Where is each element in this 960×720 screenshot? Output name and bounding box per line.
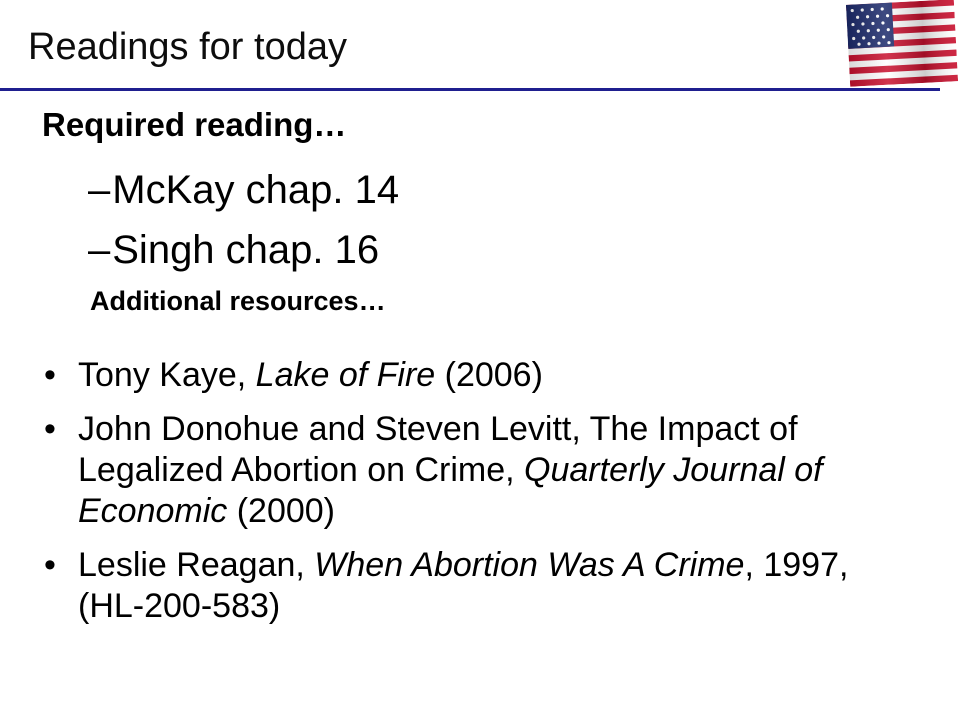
resource-title: When Abortion Was A Crime: [314, 546, 745, 584]
resource-details: , 1997, (HL-200-583): [78, 546, 849, 625]
slide-title: Readings for today: [28, 26, 347, 68]
dash-bullet: –: [88, 168, 111, 212]
resource-item: [40, 409, 920, 532]
us-flag-icon: [846, 0, 958, 87]
resource-author: John Donohue and Steven Levitt, The Impact of Legalized Abortion on Crime,: [78, 410, 798, 489]
dash-bullet: –: [88, 228, 111, 272]
resource-item: [40, 355, 920, 396]
required-item-text: McKay chap. 14: [112, 168, 400, 212]
resource-title: Quarterly Journal of Economic: [78, 451, 823, 530]
resource-list: [40, 355, 920, 640]
resource-details: (2000): [227, 492, 336, 530]
bullet-icon: •: [44, 410, 56, 448]
required-item-text: Singh chap. 16: [112, 228, 380, 272]
resource-author: Leslie Reagan,: [78, 546, 315, 584]
resource-details: (2006): [435, 356, 543, 394]
bullet-icon: •: [44, 546, 56, 584]
resource-author: Tony Kaye,: [78, 356, 256, 394]
title-divider: [0, 88, 940, 91]
required-item: [88, 226, 379, 274]
additional-resources-heading: Additional resources…: [90, 286, 386, 316]
resource-item: [40, 545, 920, 627]
required-reading-heading: Required reading…: [42, 106, 347, 143]
bullet-icon: •: [44, 356, 56, 394]
resource-title: Lake of Fire: [255, 356, 436, 394]
required-item: [88, 166, 399, 214]
